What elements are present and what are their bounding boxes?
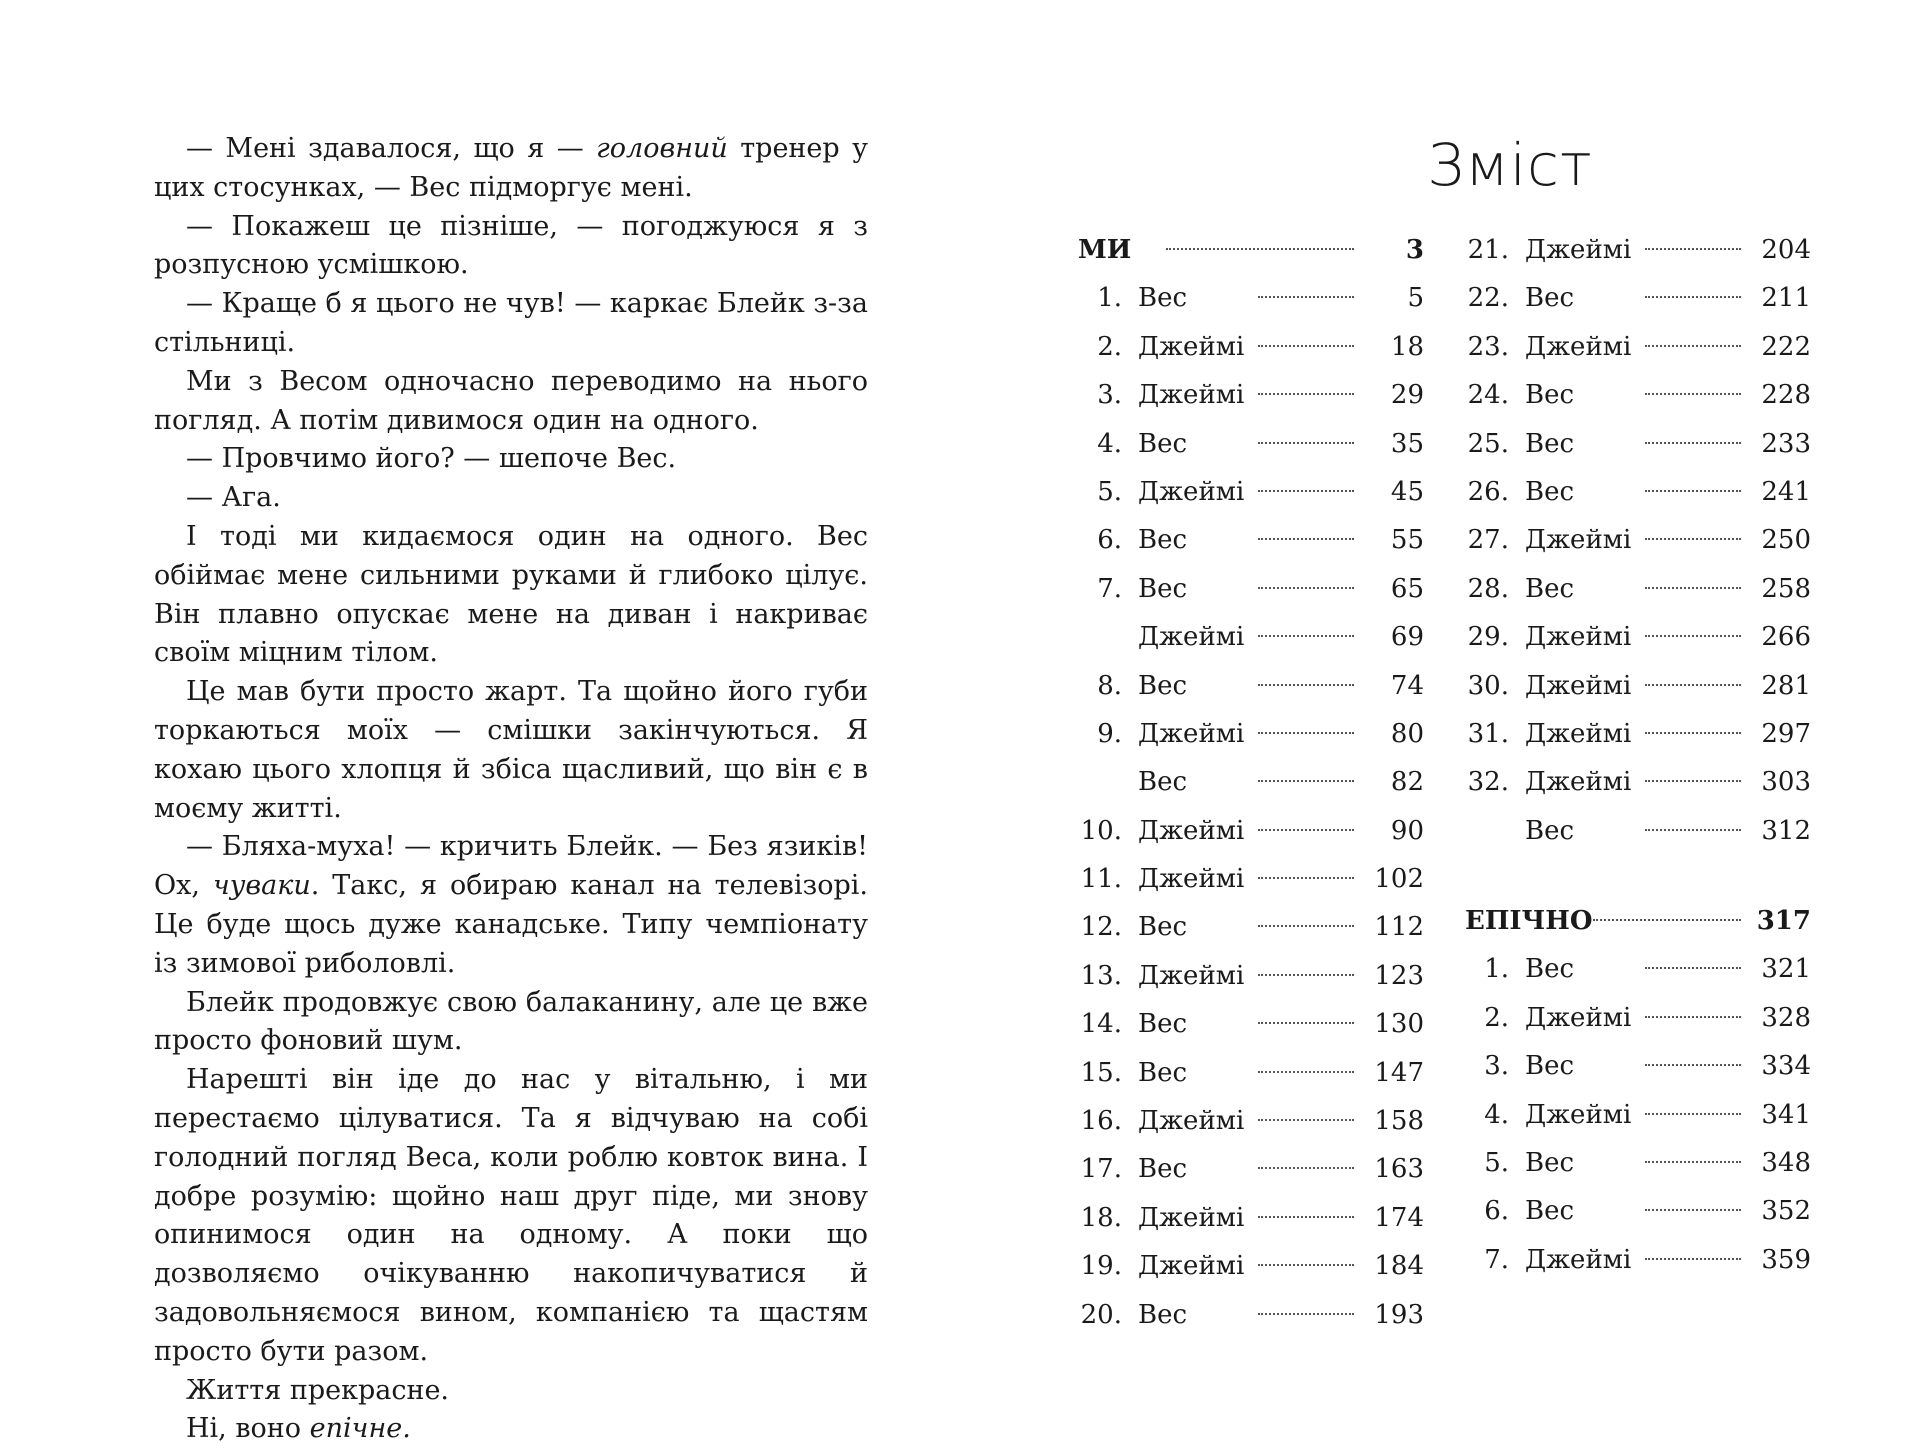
toc-entry-name: Вес xyxy=(1525,815,1575,846)
toc-leader-dots xyxy=(1645,635,1741,637)
toc-entry-name: Вес xyxy=(1138,428,1188,459)
toc-page-number: 266 xyxy=(1761,622,1811,653)
toc-entry xyxy=(1465,1139,1811,1187)
toc-entry-number: 21. xyxy=(1467,235,1509,265)
toc-entry-number: 27. xyxy=(1467,525,1509,556)
toc-leader-dots xyxy=(1645,442,1741,444)
toc-entry-number: 23. xyxy=(1467,331,1509,362)
paragraph-text: Життя прекрасне. xyxy=(186,1374,450,1406)
toc-entry-name: Вес xyxy=(1138,525,1188,556)
paragraph xyxy=(154,673,868,828)
toc-entry-number: 9. xyxy=(1097,718,1122,749)
toc-leader-dots xyxy=(1645,684,1741,686)
toc-entry xyxy=(1465,1042,1811,1090)
paragraph xyxy=(154,479,868,518)
toc-entry-number: 16. xyxy=(1080,1106,1122,1137)
paragraph xyxy=(154,828,868,983)
paragraph-text: . Такс, я обираю канал на телевізорі. Це буде щось дуже канадське. Типу чемпіонату із зимової риболовлі. xyxy=(154,870,868,979)
toc-entry-name: Джеймі xyxy=(1525,718,1632,749)
toc-page-number: 3 xyxy=(1405,235,1424,265)
toc-page-number: 55 xyxy=(1390,525,1424,556)
toc-page-number: 193 xyxy=(1374,1299,1424,1330)
toc-leader-dots xyxy=(1645,1161,1741,1163)
toc-leader-dots xyxy=(1645,1258,1741,1260)
toc-entry xyxy=(1465,516,1811,564)
toc-entry-name: Вес xyxy=(1525,573,1575,604)
toc-leader-dots xyxy=(1645,967,1741,969)
toc-page-number: 281 xyxy=(1761,670,1811,701)
toc-leader-dots xyxy=(1258,684,1354,686)
toc-entry-name: Джеймі xyxy=(1138,380,1245,411)
toc-entry xyxy=(1465,371,1811,419)
toc-entry-number: 13. xyxy=(1080,960,1122,991)
toc-entry-number: 19. xyxy=(1080,1251,1122,1282)
toc-entry xyxy=(1465,420,1811,468)
toc-entry xyxy=(1078,1242,1424,1290)
toc-column-1 xyxy=(1078,226,1424,1339)
toc-entry-number: 4. xyxy=(1097,428,1122,459)
toc-entry-name: Вес xyxy=(1138,1057,1188,1088)
toc-leader-dots xyxy=(1645,490,1741,492)
toc-title: Зміст xyxy=(1427,131,1593,199)
toc-entry-number: 29. xyxy=(1467,622,1509,653)
toc-entry-name: Вес xyxy=(1525,1196,1575,1227)
toc-entry-number: 20. xyxy=(1080,1299,1122,1330)
toc-entry-number: 12. xyxy=(1080,912,1122,943)
toc-entry-number: 6. xyxy=(1097,525,1122,556)
toc-page-number: 69 xyxy=(1390,622,1424,653)
paragraph-text: — Краще б я цього не чув! — каркає Блейк з-за стільниці. xyxy=(154,288,868,358)
toc-entry xyxy=(1465,613,1811,661)
toc-entry xyxy=(1465,226,1811,274)
toc-entry-number: 14. xyxy=(1080,1009,1122,1040)
toc-page-number: 102 xyxy=(1374,864,1424,895)
toc-leader-dots xyxy=(1645,345,1741,347)
toc-leader-dots xyxy=(1258,393,1354,395)
toc-entry xyxy=(1465,468,1811,516)
toc-entry xyxy=(1078,274,1424,322)
toc-leader-dots xyxy=(1645,780,1741,782)
toc-leader-dots xyxy=(1258,490,1354,492)
toc-leader-dots xyxy=(1258,1216,1354,1218)
toc-entry-name: Вес xyxy=(1525,283,1575,314)
toc-entry-name: Джеймі xyxy=(1138,1251,1245,1282)
toc-leader-dots xyxy=(1258,974,1354,976)
toc-entry xyxy=(1465,1187,1811,1235)
toc-entry-name: МИ xyxy=(1078,235,1132,265)
toc-leader-dots xyxy=(1258,925,1354,927)
toc-page-number: 65 xyxy=(1390,573,1424,604)
toc-leader-dots xyxy=(1645,1064,1741,1066)
toc-page-number: 184 xyxy=(1374,1251,1424,1282)
toc-leader-dots xyxy=(1166,248,1354,250)
toc-entry-number: 28. xyxy=(1467,573,1509,604)
toc-entry-name: Вес xyxy=(1525,954,1575,985)
toc-entry-number: 2. xyxy=(1484,1002,1509,1033)
toc-entry-name: Джеймі xyxy=(1138,1202,1245,1233)
toc-leader-dots xyxy=(1645,248,1741,250)
toc-entry-name: Вес xyxy=(1525,1148,1575,1179)
toc-page-number: 45 xyxy=(1390,476,1424,507)
toc-entry-name: Вес xyxy=(1525,380,1575,411)
toc-entry xyxy=(1078,468,1424,516)
toc-entry-number: 8. xyxy=(1097,670,1122,701)
toc-page-number: 147 xyxy=(1374,1057,1424,1088)
toc-entry xyxy=(1078,1145,1424,1193)
toc-leader-dots xyxy=(1258,1022,1354,1024)
toc-page-number: 233 xyxy=(1761,428,1811,459)
toc-entry-number: 11. xyxy=(1080,864,1122,895)
toc-part-heading xyxy=(1078,226,1424,274)
paragraph xyxy=(154,1410,868,1449)
paragraph-text: Ні, воно xyxy=(186,1413,310,1445)
toc-leader-dots xyxy=(1645,829,1741,831)
toc-entry-number: 1. xyxy=(1097,283,1122,314)
toc-entry-name: Джеймі xyxy=(1525,1099,1632,1130)
toc-entry-name: Джеймі xyxy=(1138,331,1245,362)
toc-leader-dots xyxy=(1258,1167,1354,1169)
toc-entry-number: 6. xyxy=(1484,1196,1509,1227)
toc-entry xyxy=(1465,1091,1811,1139)
toc-page-number: 334 xyxy=(1761,1051,1811,1082)
toc-page-number: 328 xyxy=(1761,1002,1811,1033)
paragraph-text: тренер у цих стосунках, — Вес підморгує мені. xyxy=(154,133,868,203)
toc-leader-dots xyxy=(1258,829,1354,831)
paragraph xyxy=(154,1372,868,1411)
toc-entry-number: 30. xyxy=(1467,670,1509,701)
toc-leader-dots xyxy=(1258,635,1354,637)
toc-entry xyxy=(1078,807,1424,855)
toc-entry-number: 10. xyxy=(1080,815,1122,846)
toc-leader-dots xyxy=(1645,538,1741,540)
toc-page-number: 80 xyxy=(1390,718,1424,749)
toc-column-2 xyxy=(1465,226,1811,1284)
toc-entry-name: Джеймі xyxy=(1138,815,1245,846)
paragraph-text: — Покажеш це пізніше, — погоджуюся я з розпусною усмішкою. xyxy=(154,210,868,281)
toc-entry-number: 4. xyxy=(1484,1099,1509,1130)
toc-leader-dots xyxy=(1593,919,1741,921)
toc-entry xyxy=(1078,952,1424,1000)
toc-entry-number: 32. xyxy=(1467,767,1509,798)
toc-entry-name: Джеймі xyxy=(1525,622,1632,653)
toc-entry xyxy=(1078,613,1424,661)
paragraph xyxy=(154,208,868,286)
toc-entry-name: Вес xyxy=(1138,1299,1188,1330)
toc-leader-dots xyxy=(1258,587,1354,589)
toc-entry-name: Джеймі xyxy=(1525,1244,1632,1275)
paragraph xyxy=(154,363,868,441)
toc-page-number: 123 xyxy=(1374,960,1424,991)
toc-page-number: 341 xyxy=(1761,1099,1811,1130)
toc-entry xyxy=(1078,1000,1424,1048)
toc-entry xyxy=(1465,323,1811,371)
toc-page-number: 74 xyxy=(1390,670,1424,701)
toc-entry-name: Вес xyxy=(1138,1009,1188,1040)
toc-entry-name: Джеймі xyxy=(1525,670,1632,701)
emphasis-text: чуваки xyxy=(212,870,311,902)
toc-entry xyxy=(1465,1236,1811,1284)
toc-entry-name: Джеймі xyxy=(1138,960,1245,991)
toc-page-number: 250 xyxy=(1761,525,1811,556)
paragraph xyxy=(154,440,868,479)
toc-entry xyxy=(1078,323,1424,371)
toc-entry-name: Джеймі xyxy=(1525,767,1632,798)
toc-page-number: 174 xyxy=(1374,1202,1424,1233)
paragraph-text: — Ага. xyxy=(186,482,281,514)
toc-entry xyxy=(1078,1194,1424,1242)
toc-leader-dots xyxy=(1258,780,1354,782)
toc-entry-name: Джеймі xyxy=(1138,864,1245,895)
paragraph-text: І тоді ми кидаємося один на одного. Вес обіймає мене сильними руками й глибоко цілує. Він плавно опускає мене на диван і накриває своїм міцним тілом. xyxy=(154,520,868,669)
toc-page-number: 348 xyxy=(1761,1148,1811,1179)
toc-entry xyxy=(1078,662,1424,710)
toc-page-number: 241 xyxy=(1761,476,1811,507)
toc-leader-dots xyxy=(1645,393,1741,395)
toc-entry xyxy=(1465,758,1811,806)
toc-leader-dots xyxy=(1258,1313,1354,1315)
toc-leader-dots xyxy=(1258,732,1354,734)
toc-leader-dots xyxy=(1258,538,1354,540)
toc-entry-name: Джеймі xyxy=(1525,525,1632,556)
paragraph-text: — Провчимо його? — шепоче Вес. xyxy=(186,443,677,475)
toc-page-number: 303 xyxy=(1761,767,1811,798)
toc-gap xyxy=(1465,855,1811,897)
toc-entry xyxy=(1078,903,1424,951)
paragraph-text: Блейк продовжує свою балаканину, але це вже просто фоновий шум. xyxy=(154,986,868,1057)
toc-entry-name: Вес xyxy=(1138,670,1188,701)
toc-entry xyxy=(1465,710,1811,758)
toc-entry-name: Джеймі xyxy=(1525,235,1632,265)
toc-entry-number: 2. xyxy=(1097,331,1122,362)
toc-entry-name: Джеймі xyxy=(1138,476,1245,507)
toc-page-number: 5 xyxy=(1407,283,1424,314)
paragraph-text: Нарешті він іде до нас у вітальню, і ми перестаємо цілуватися. Та я відчуваю на собі голодний погляд Веса, коли роблю ковток вина. І добре розумію: щойно наш друг піде, ми знову опинимося один на одному. А поки що дозволяємо очікуванню накопичуватися й задовольняємося вином, компанією та щастям просто бути разом. xyxy=(154,1064,868,1367)
toc-leader-dots xyxy=(1258,296,1354,298)
toc-page-number: 297 xyxy=(1761,718,1811,749)
toc-leader-dots xyxy=(1645,732,1741,734)
toc-entry-name: Вес xyxy=(1525,476,1575,507)
toc-entry xyxy=(1078,420,1424,468)
toc-page-number: 258 xyxy=(1761,573,1811,604)
toc-entry-name: Вес xyxy=(1138,912,1188,943)
toc-entry xyxy=(1465,945,1811,993)
toc-page-number: 90 xyxy=(1390,815,1424,846)
toc-entry-name: ЕПІЧНО xyxy=(1465,906,1593,937)
toc-entry-number: 17. xyxy=(1080,1154,1122,1185)
toc-entry-name: Вес xyxy=(1525,428,1575,459)
toc-entry xyxy=(1465,565,1811,613)
toc-leader-dots xyxy=(1258,1119,1354,1121)
paragraph-text: — Бляха-муха! — кричить Блейк. — Без язиків! Ох, xyxy=(154,831,868,902)
toc-entry-number: 1. xyxy=(1484,954,1509,985)
toc-entry-name: Вес xyxy=(1138,1154,1188,1185)
toc-page-number: 211 xyxy=(1761,283,1811,314)
toc-entry xyxy=(1078,371,1424,419)
toc-entry-name: Джеймі xyxy=(1138,718,1245,749)
toc-leader-dots xyxy=(1258,1071,1354,1073)
toc-entry-number: 18. xyxy=(1080,1202,1122,1233)
toc-entry xyxy=(1078,565,1424,613)
toc-page-number: 222 xyxy=(1761,331,1811,362)
toc-entry xyxy=(1078,1097,1424,1145)
toc-entry-number: 15. xyxy=(1080,1057,1122,1088)
emphasis-text: епічне. xyxy=(309,1413,411,1445)
toc-page-number: 158 xyxy=(1374,1106,1424,1137)
toc-entry xyxy=(1465,994,1811,1042)
toc-entry-number: 3. xyxy=(1097,380,1122,411)
toc-page-number: 321 xyxy=(1761,954,1811,985)
toc-entry xyxy=(1465,662,1811,710)
toc-entry-name: Вес xyxy=(1138,283,1188,314)
toc-leader-dots xyxy=(1258,442,1354,444)
toc-entry xyxy=(1078,1291,1424,1339)
toc-entry-number: 5. xyxy=(1097,476,1122,507)
toc-page-number: 82 xyxy=(1390,767,1424,798)
toc-leader-dots xyxy=(1258,345,1354,347)
toc-page-number: 18 xyxy=(1390,331,1424,362)
toc-page-number: 130 xyxy=(1374,1009,1424,1040)
toc-leader-dots xyxy=(1645,1209,1741,1211)
toc-entry-name: Джеймі xyxy=(1525,331,1632,362)
toc-entry-number: 25. xyxy=(1467,428,1509,459)
paragraph-text: Це мав бути просто жарт. Та щойно його губи торкаються моїх — смішки закінчуються. Я кохаю цього хлопця й збіса щасливий, що він є в моєму житті. xyxy=(154,676,868,824)
toc-entry xyxy=(1078,1049,1424,1097)
paragraph-text: Ми з Весом одночасно переводимо на нього погляд. А потім дивимося один на одного. xyxy=(154,365,868,436)
toc-entry-number: 26. xyxy=(1467,476,1509,507)
toc-page-number: 317 xyxy=(1756,906,1811,937)
toc-page-number: 312 xyxy=(1761,815,1811,846)
toc-leader-dots xyxy=(1258,1264,1354,1266)
toc-entry-number: 3. xyxy=(1484,1051,1509,1082)
paragraph xyxy=(154,1061,868,1371)
toc-entry-number: 7. xyxy=(1097,573,1122,604)
toc-entry-number: 7. xyxy=(1484,1244,1509,1275)
paragraph xyxy=(154,984,868,1062)
toc-entry xyxy=(1078,710,1424,758)
toc-leader-dots xyxy=(1645,587,1741,589)
toc-page-number: 163 xyxy=(1374,1154,1424,1185)
toc-page-number: 204 xyxy=(1761,235,1811,265)
toc-leader-dots xyxy=(1645,296,1741,298)
toc-entry xyxy=(1078,516,1424,564)
toc-entry xyxy=(1078,758,1424,806)
toc-entry xyxy=(1465,274,1811,322)
paragraph-text: — Мені здавалося, що я — xyxy=(186,133,597,164)
toc-part-heading xyxy=(1465,897,1811,945)
toc-leader-dots xyxy=(1258,877,1354,879)
toc-entry-number: 31. xyxy=(1467,718,1509,749)
left-page-text xyxy=(154,130,868,1449)
toc-entry-name: Джеймі xyxy=(1138,1106,1245,1137)
paragraph xyxy=(154,518,868,673)
toc-entry xyxy=(1078,855,1424,903)
toc-page-number: 29 xyxy=(1390,380,1424,411)
toc-entry-number: 22. xyxy=(1467,283,1509,314)
toc-entry-number: 5. xyxy=(1484,1148,1509,1179)
toc-page-number: 112 xyxy=(1374,912,1424,943)
toc-leader-dots xyxy=(1645,1016,1741,1018)
paragraph xyxy=(154,285,868,363)
toc-page-number: 228 xyxy=(1761,380,1811,411)
toc-entry-name: Вес xyxy=(1138,573,1188,604)
toc-leader-dots xyxy=(1645,1113,1741,1115)
paragraph xyxy=(154,130,868,208)
toc-page-number: 35 xyxy=(1390,428,1424,459)
toc-page-number: 359 xyxy=(1761,1244,1811,1275)
toc-entry-name: Вес xyxy=(1525,1051,1575,1082)
toc-entry xyxy=(1465,807,1811,855)
toc-entry-name: Джеймі xyxy=(1138,622,1245,653)
toc-entry-number: 24. xyxy=(1467,380,1509,411)
emphasis-text: головний xyxy=(596,133,728,164)
toc-entry-name: Вес xyxy=(1138,767,1188,798)
toc-page-number: 352 xyxy=(1761,1196,1811,1227)
toc-entry-name: Джеймі xyxy=(1525,1002,1632,1033)
